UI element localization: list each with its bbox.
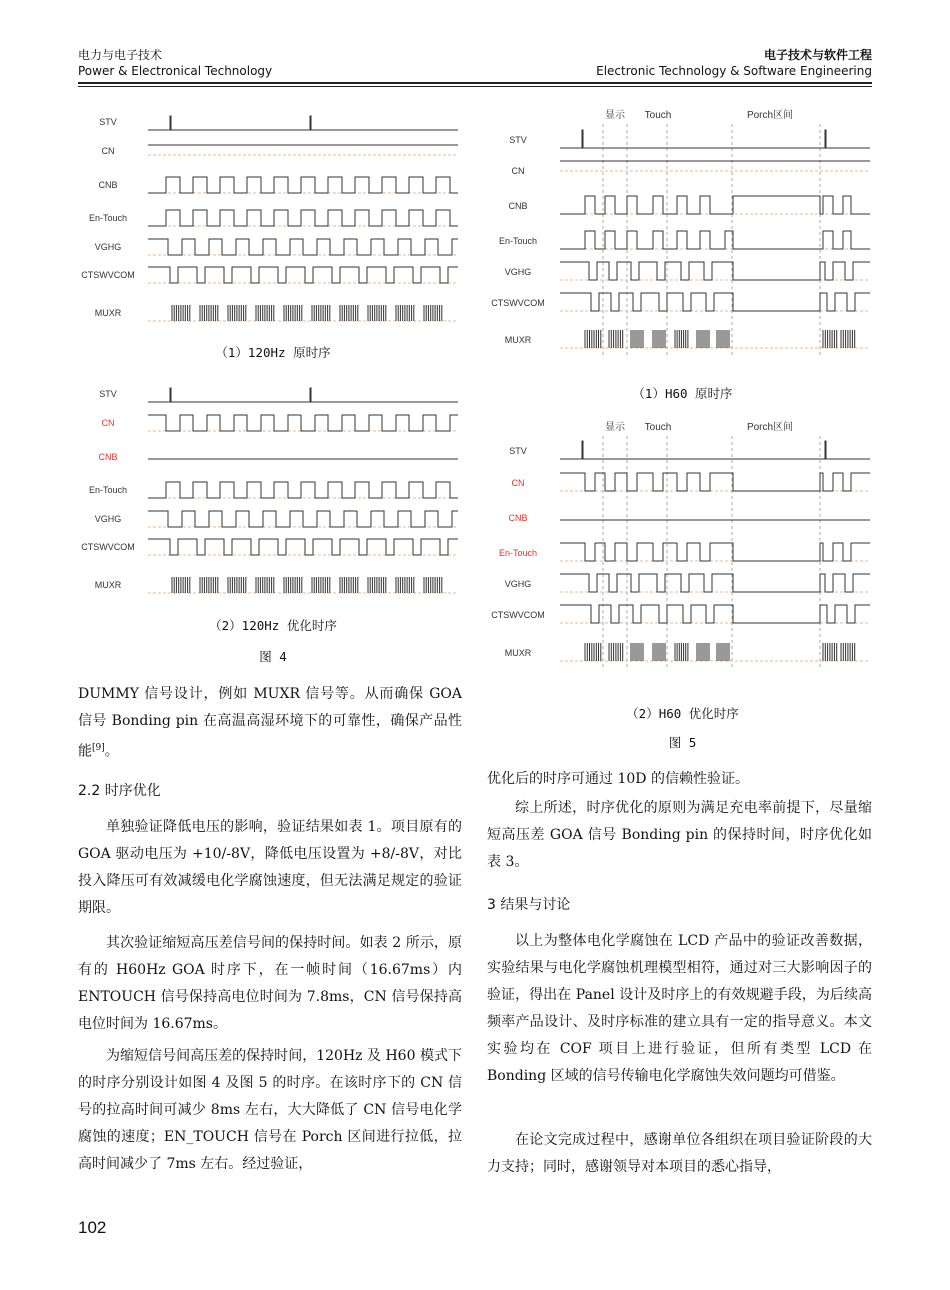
signal-label: STV — [99, 389, 117, 399]
left-p1-text: DUMMY 信号设计，例如 MUXR 信号等。从而确保 GOA 信号 Bonding pin 在高温高湿环境下的可靠性，确保产品性能 — [78, 686, 462, 760]
cnb-wave — [148, 177, 458, 193]
muxr-pulses — [284, 305, 302, 321]
signal-label: CN — [101, 146, 115, 156]
ctswvcom-wave — [560, 605, 870, 623]
left-paragraph-4: 为缩短信号间高压差的保持时间，120Hz 及 H60 模式下的时序分别设计如图 4 及图 5 的时序。在该时序下的 CN 信号的拉高时间可减少 8ms 左右，大大降低了 CN 信号电化学腐蚀的速度；EN_TOUCH 信号在 Porch 区间进行拉低，拉高时间减少了 7ms 左右。经过验证， — [78, 1048, 462, 1172]
journal-title-en: Electronic Technology & Software Engineering — [596, 64, 872, 78]
signal-label: CN — [101, 418, 115, 428]
signal-label: VGHG — [504, 579, 532, 589]
ctswvcom-wave — [560, 293, 870, 311]
signal-label: STV — [99, 117, 117, 127]
journal-title — [596, 47, 872, 79]
muxr-pulses — [675, 330, 688, 348]
muxr-pulses — [396, 305, 414, 321]
journal-category — [78, 47, 272, 79]
region-label: 显示 — [605, 422, 625, 433]
signal-label: MUXR — [504, 335, 532, 345]
header-rule-thin — [78, 86, 872, 87]
muxr-pulses — [228, 305, 246, 321]
vghg-wave — [148, 511, 458, 527]
category-cn: 电力与电子技术 — [78, 48, 163, 62]
section-3-heading: 3 结果与讨论 — [487, 897, 571, 913]
signal-label: CTSWVCOM — [81, 270, 135, 280]
section-2-2-heading: 2.2 时序优化 — [78, 783, 161, 799]
muxr-pulses — [585, 330, 601, 348]
signal-label: En-Touch — [88, 213, 128, 223]
muxr-pulses — [368, 305, 386, 321]
muxr-pulses — [172, 305, 190, 321]
muxr-pulses — [396, 577, 414, 593]
signal-label: CNB — [98, 452, 118, 462]
muxr-pulses — [256, 305, 274, 321]
en-touch-wave — [148, 210, 458, 226]
header-rule — [78, 82, 872, 84]
muxr-pulses — [424, 577, 442, 593]
muxr-pulses — [697, 643, 709, 661]
stv-wave — [560, 130, 870, 148]
signal-label: CTSWVCOM — [491, 610, 545, 620]
figure-4-1-timing-diagram — [78, 100, 468, 335]
muxr-pulses — [200, 305, 218, 321]
muxr-pulses — [609, 330, 623, 348]
ctswvcom-wave — [148, 539, 458, 555]
journal-title-cn: 电子技术与软件工程 — [763, 48, 872, 62]
signal-label: CN — [511, 478, 525, 488]
figure-5-1-timing-diagram — [485, 100, 880, 365]
muxr-pulses — [172, 577, 190, 593]
muxr-pulses — [653, 643, 665, 661]
figure-5-2-caption: （2）H60 优化时序 — [626, 706, 739, 721]
region-label: 显示 — [605, 110, 625, 121]
figure-5-2-timing-diagram — [485, 412, 880, 674]
figure-4-title: 图 4 — [259, 649, 287, 664]
signal-label: En-Touch — [88, 485, 128, 495]
muxr-pulses — [841, 330, 855, 348]
stv-wave — [560, 441, 870, 459]
stv-wave — [148, 388, 458, 402]
signal-label: MUXR — [94, 308, 122, 318]
muxr-pulses — [424, 305, 442, 321]
region-label: Porch区间 — [746, 110, 794, 121]
signal-label: VGHG — [94, 242, 122, 252]
muxr-pulses — [284, 577, 302, 593]
muxr-pulses — [717, 643, 729, 661]
figure-5-title: 图 5 — [668, 735, 697, 750]
signal-label: STV — [509, 135, 527, 145]
left-paragraph-3: 其次验证缩短高压差信号间的保持时间。如表 2 所示，原有的 H60Hz GOA 时序下，在一帧时间（16.67ms）内 ENTOUCH 信号保持高电位时间为 7.8ms，CN 信号保持高电位时间为 16.67ms。 — [78, 935, 462, 1032]
vghg-wave — [560, 574, 870, 592]
right-paragraph-4: 在论文完成过程中，感谢单位各组织在项目验证阶段的大力支持；同时，感谢领导对本项目的悉心指导， — [487, 1132, 872, 1175]
en-touch-wave — [560, 543, 870, 561]
muxr-pulses — [256, 577, 274, 593]
cn-wave — [148, 415, 458, 431]
cnb-wave — [560, 196, 870, 214]
signal-label: En-Touch — [498, 548, 538, 558]
signal-label: En-Touch — [498, 236, 538, 246]
en-touch-wave — [560, 231, 870, 249]
ctswvcom-wave — [148, 267, 458, 283]
muxr-pulses — [675, 643, 688, 661]
region-label: Touch — [644, 422, 672, 433]
signal-label: MUXR — [94, 580, 122, 590]
muxr-pulses — [609, 643, 623, 661]
page-number: 102 — [78, 1218, 107, 1237]
left-paragraph-2: 单独验证降低电压的影响，验证结果如表 1。项目原有的 GOA 驱动电压为 +10/-8V，降低电压设置为 +8/-8V，对比投入降压可有效减缓电化学腐蚀速度，但无法满足规定的验证期限。 — [78, 819, 462, 916]
muxr-pulses — [312, 305, 330, 321]
figure-4-2-timing-diagram — [78, 372, 468, 607]
signal-label: STV — [509, 446, 527, 456]
muxr-pulses — [653, 330, 665, 348]
region-label: Touch — [644, 110, 672, 121]
signal-label: VGHG — [504, 267, 532, 277]
signal-label: CN — [511, 166, 525, 176]
right-paragraph-1: 优化后的时序可通过 10D 的信赖性验证。 — [487, 771, 749, 787]
en-touch-wave — [148, 482, 458, 498]
region-label: Porch区间 — [746, 422, 794, 433]
muxr-pulses — [368, 577, 386, 593]
stv-wave — [148, 116, 458, 130]
muxr-pulses — [585, 643, 601, 661]
right-paragraph-2: 综上所述，时序优化的原则为满足充电率前提下，尽量缩短高压差 GOA 信号 Bonding pin 的保持时间，时序优化如表 3。 — [487, 800, 872, 870]
category-en: Power & Electronical Technology — [78, 64, 273, 78]
signal-label: CTSWVCOM — [491, 298, 545, 308]
muxr-pulses — [841, 643, 855, 661]
muxr-pulses — [340, 577, 358, 593]
right-paragraph-3: 以上为整体电化学腐蚀在 LCD 产品中的验证改善数据，实验结果与电化学腐蚀机理模型相符，通过对三大影响因子的验证，得出在 Panel 设计及时序上的有效规避手段，为后续高频率产品设计、及时序标准的建立具有一定的指导意义。本文实验均在 COF 项目上进行验证，但所有类型 LCD 在 Bonding 区域的信号传输电化学腐蚀失效问题均可借鉴。 — [487, 933, 872, 1084]
cn-wave — [560, 473, 870, 491]
muxr-pulses — [631, 330, 643, 348]
figure-5-1-caption: （1）H60 原时序 — [632, 386, 733, 401]
citation-ref: [9] — [92, 743, 105, 753]
vghg-wave — [560, 262, 870, 280]
muxr-pulses — [717, 330, 729, 348]
muxr-pulses — [312, 577, 330, 593]
muxr-pulses — [631, 643, 643, 661]
figure-4-2-caption: （2）120Hz 优化时序 — [209, 618, 337, 633]
muxr-pulses — [697, 330, 709, 348]
left-paragraph-1 — [78, 681, 462, 766]
signal-label: CNB — [508, 201, 528, 211]
figure-4-1-caption: （1）120Hz 原时序 — [215, 345, 331, 360]
muxr-pulses — [823, 643, 837, 661]
signal-label: VGHG — [94, 514, 122, 524]
signal-label: CNB — [98, 180, 118, 190]
muxr-pulses — [823, 330, 837, 348]
vghg-wave — [148, 239, 458, 255]
left-p1-end: 。 — [104, 743, 119, 760]
signal-label: MUXR — [504, 648, 532, 658]
muxr-pulses — [200, 577, 218, 593]
signal-label: CNB — [508, 513, 528, 523]
muxr-pulses — [228, 577, 246, 593]
signal-label: CTSWVCOM — [81, 542, 135, 552]
muxr-pulses — [340, 305, 358, 321]
